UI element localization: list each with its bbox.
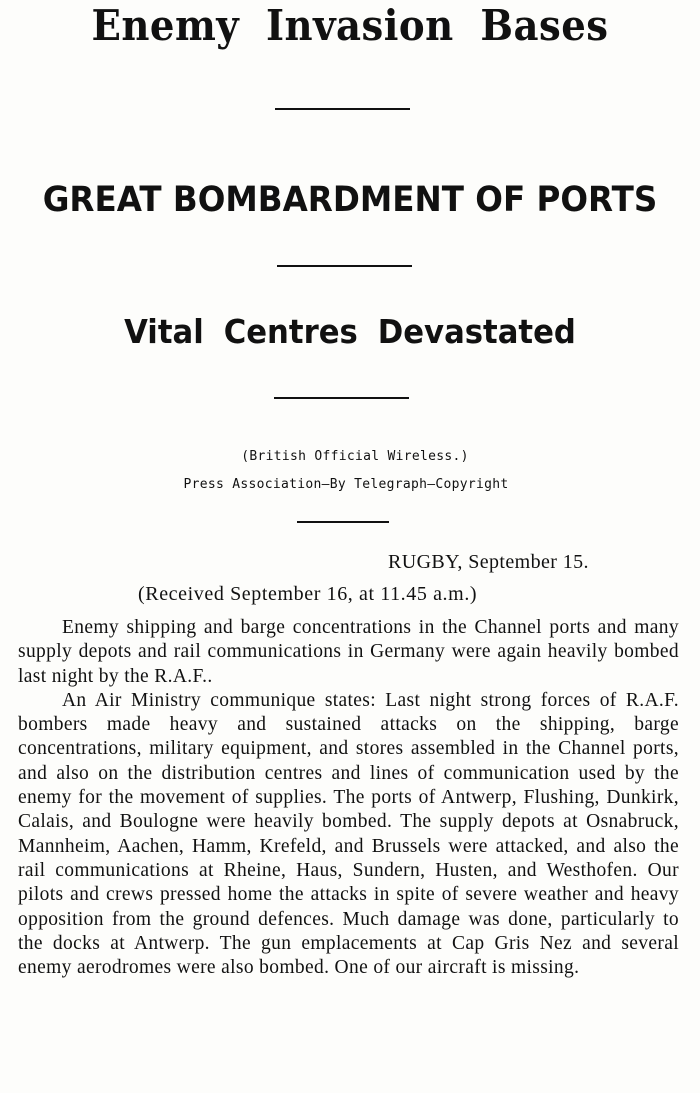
source-credit: (British Official Wireless.) (241, 449, 469, 464)
tertiary-headline: Vital Centres Devastated (124, 312, 576, 351)
main-headline: Enemy Invasion Bases (91, 1, 609, 50)
secondary-headline: GREAT BOMBARDMENT OF PORTS (42, 180, 658, 220)
article-body (18, 616, 679, 980)
credit-divider (297, 521, 389, 523)
article-paragraph: An Air Ministry communique states: Last night strong forces of R.A.F. bombers made heavy and sustained attacks on the shipping, barge concentrations, military equipment, and stores assembled in the Channel ports, and also on the distribution centres and lines of communication used by the enemy for the movement of supplies. The ports of Antwerp, Flushing, Dunkirk, Calais, and Boulogne were heavily bombed. The supply depots at Osnabruck, Mannheim, Aachen, Hamm, Krefeld, and Brussels were attacked, and also the rail communications at Rheine, Haus, Sundern, Husten, and Westhofen. Our pilots and crews pressed home the attacks in spite of severe weather and heavy opposition from the ground defences. Much damage was done, particularly to the docks at Antwerp. The gun emplacements at Cap Gris Nez and several enemy aerodromes were also bombed. One of our aircraft is missing. (18, 689, 679, 979)
dateline: RUGBY, September 15. (388, 551, 589, 573)
headline-divider (277, 265, 412, 267)
received-time: (Received September 16, at 11.45 a.m.) (138, 583, 478, 605)
headline-divider (274, 397, 409, 399)
article-paragraph: Enemy shipping and barge concentrations in the Channel ports and many supply depots and rail communications in Germany were again heavily bombed last night by the R.A.F.. (18, 617, 679, 687)
agency-credit: Press Association—By Telegraph—Copyright (183, 477, 509, 492)
headline-divider (275, 108, 410, 110)
